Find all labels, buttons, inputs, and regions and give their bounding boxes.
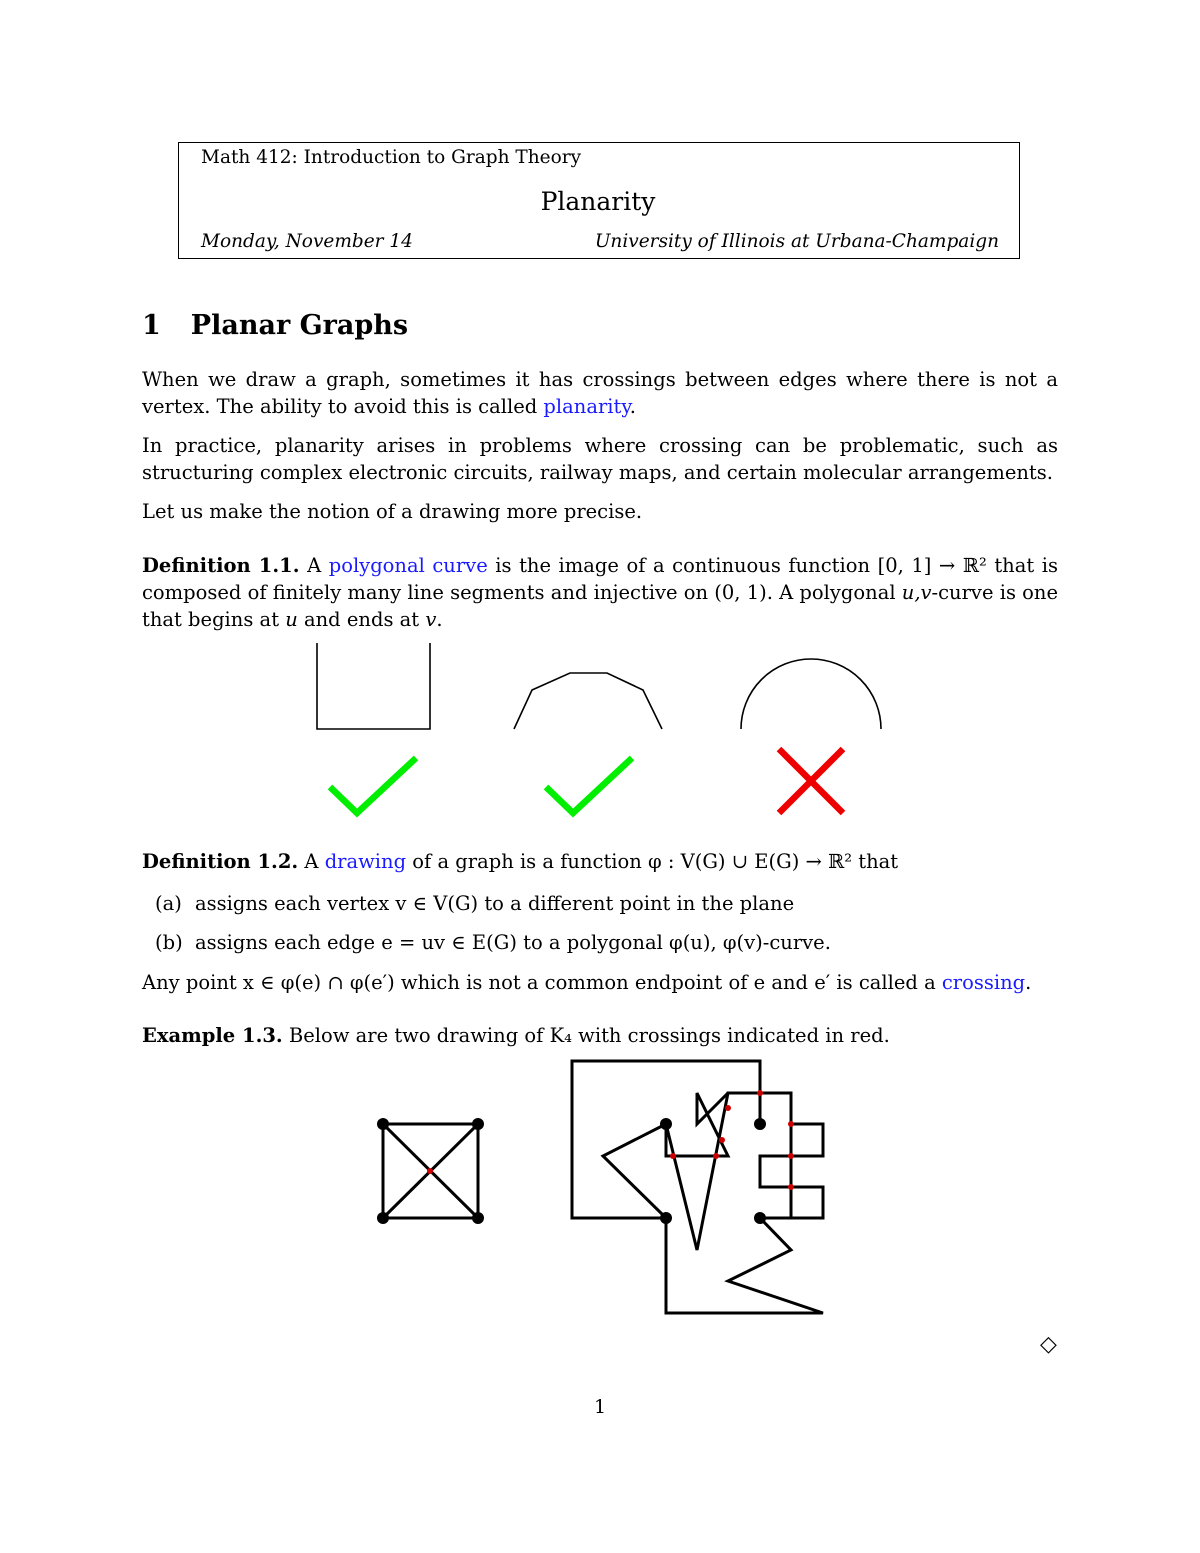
- end-of-example-mark: ◇: [1040, 1332, 1057, 1357]
- definition-1-2: Definition 1.2. A drawing of a graph is a function φ : V(G) ∪ E(G) → ℝ² that: [142, 850, 899, 873]
- crossing-point: [719, 1137, 725, 1143]
- list-item-a-label: (a): [155, 892, 182, 915]
- vertex: [754, 1118, 766, 1130]
- vertex: [472, 1118, 484, 1130]
- definition-label: Definition 1.2.: [142, 850, 299, 873]
- crossing-point: [757, 1090, 763, 1096]
- vertex: [377, 1212, 389, 1224]
- example-1-3: Example 1.3. Below are two drawing of K₄ with crossings indicated in red.: [142, 1024, 890, 1047]
- vertex: [660, 1118, 672, 1130]
- crossing-link[interactable]: crossing: [941, 971, 1026, 994]
- example-label: Example 1.3.: [142, 1024, 283, 1047]
- k4-drawing-simple: [377, 1118, 484, 1224]
- institution: University of Illinois at Urbana-Champaign: [594, 231, 999, 252]
- crossing-point: [725, 1105, 731, 1111]
- list-item-a: assigns each vertex v ∈ V(G) to a different point in the plane: [195, 892, 795, 915]
- vertex: [472, 1212, 484, 1224]
- list-item-b: assigns each edge e = uv ∈ E(G) to a polygonal φ(u), φ(v)-curve.: [195, 931, 831, 954]
- crossing-definition: Any point x ∈ φ(e) ∩ φ(e′) which is not a common endpoint of e and e′ is called a crossing.: [142, 971, 1032, 994]
- polygonal-curve-link[interactable]: polygonal curve: [328, 554, 488, 577]
- intro-paragraph-2: In practice, planarity arises in problems where crossing can be problematic, such as structuring complex electronic circuits, railway maps, and certain molecular arrangements.: [142, 434, 1058, 484]
- document-title: Planarity: [540, 187, 656, 216]
- intro-paragraph-3: Let us make the notion of a drawing more precise.: [142, 500, 643, 523]
- vertex: [660, 1212, 672, 1224]
- vertex: [754, 1212, 766, 1224]
- list-item-b-label: (b): [155, 931, 183, 954]
- k4-drawing-complex: [572, 1061, 823, 1313]
- lecture-date: Monday, November 14: [201, 231, 413, 252]
- crossing-point: [713, 1153, 719, 1159]
- crossing-point: [427, 1168, 433, 1174]
- drawing-link[interactable]: drawing: [324, 850, 407, 873]
- section-number: 1: [142, 310, 161, 341]
- planarity-link[interactable]: planarity: [543, 395, 630, 418]
- crossing-point: [788, 1184, 794, 1190]
- crossing-point: [788, 1153, 794, 1159]
- section-title: Planar Graphs: [190, 310, 409, 341]
- definition-label: Definition 1.1.: [142, 554, 300, 577]
- crossing-point: [788, 1121, 794, 1127]
- crossing-point: [670, 1153, 676, 1159]
- vertex: [377, 1118, 389, 1130]
- page-number: 1: [593, 1396, 607, 1418]
- intro-paragraph-1: When we draw a graph, sometimes it has crossings between edges where there is not a vertex. The ability to avoid this is called planarity.: [142, 368, 1058, 418]
- course-title: Math 412: Introduction to Graph Theory: [201, 147, 582, 168]
- definition-1-1: Definition 1.1. A polygonal curve is the image of a continuous function [0, 1] → ℝ² that is composed of finitely many line segments and injective on (0, 1). A polygonal u,v-curve is one that begins at u and ends at v.: [142, 554, 1058, 631]
